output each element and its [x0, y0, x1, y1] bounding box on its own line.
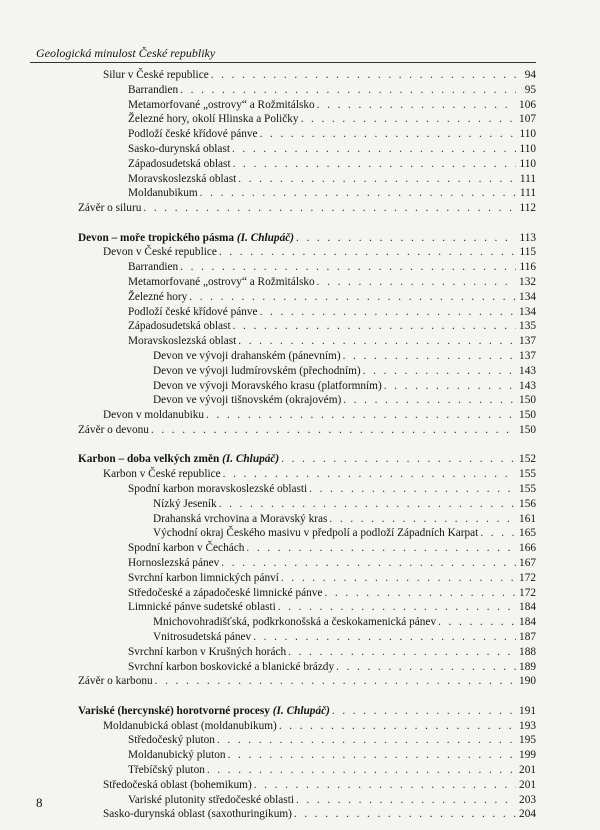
- toc-entry-title: Karbon – doba velkých změn (I. Chlupáč): [78, 453, 280, 466]
- toc-entry-page: 184: [519, 601, 536, 614]
- toc-entry-page: 115: [519, 246, 536, 259]
- toc-entry-page: 161: [519, 512, 536, 525]
- toc-entry-title: Karbon v České republice: [103, 468, 221, 481]
- toc-entry: [0, 172, 600, 187]
- toc-entry-title: Závěr o siluru: [78, 202, 142, 215]
- toc-entry-page: 143: [519, 364, 536, 377]
- toc-entry: [0, 157, 600, 172]
- dot-leader: [221, 556, 516, 571]
- dot-leader: [223, 467, 516, 482]
- dot-leader: [288, 645, 516, 660]
- toc-entry: [0, 748, 600, 763]
- toc-entry-page: 134: [519, 305, 536, 318]
- toc-entry-page: 193: [519, 719, 536, 732]
- toc-entry: [0, 245, 600, 260]
- toc-entry-title: Středočeský pluton: [128, 734, 215, 747]
- toc-entry: [0, 364, 600, 379]
- toc-entry-title: Svrchní karbon limnických pánví: [128, 571, 279, 584]
- toc-entry-page: 134: [519, 290, 536, 303]
- toc-entry-page: 110: [519, 128, 536, 141]
- dot-leader: [233, 157, 516, 172]
- toc-entry-title: Středočeské a západočeské limnické pánve: [128, 586, 323, 599]
- toc-entry-title: Středočeská oblast (bohemikum): [103, 778, 252, 791]
- toc-entry-page: 204: [519, 808, 536, 821]
- toc-entry: [0, 290, 600, 305]
- toc-entry: [0, 305, 600, 320]
- toc-entry-page: 106: [519, 98, 536, 111]
- toc-entry: [0, 112, 600, 127]
- toc-entry: [0, 319, 600, 334]
- toc-entry-page: 189: [519, 660, 536, 673]
- toc-entry-title: Devon ve vývoji Moravského krasu (platformním): [153, 379, 382, 392]
- dot-leader: [189, 290, 516, 305]
- toc-entry-page: 166: [519, 542, 536, 555]
- toc-entry-title: Svrchní karbon v Krušných horách: [128, 645, 287, 658]
- dot-leader: [296, 793, 516, 808]
- toc-entry-page: 172: [519, 571, 536, 584]
- toc-entry-title: Vnitrosudetská pánev: [153, 631, 252, 643]
- toc-entry-title: Podloží české křídové pánve: [128, 305, 258, 318]
- dot-leader: [384, 379, 516, 394]
- toc-entry: [0, 83, 600, 98]
- dot-leader: [336, 660, 516, 675]
- dot-leader: [317, 275, 516, 290]
- toc-entry-title: Sasko-durynská oblast: [128, 143, 230, 155]
- toc-entry-title: Západosudetská oblast: [128, 157, 231, 170]
- dot-leader: [180, 83, 516, 98]
- toc-entry-title: Moravskoslezská oblast: [128, 335, 237, 348]
- toc-entry-page: 201: [519, 764, 536, 776]
- toc-entry: [0, 541, 600, 556]
- toc-entry-page: 195: [519, 734, 536, 747]
- toc-entry-page: 150: [519, 424, 536, 436]
- toc-entry-title: Hornoslezská pánev: [128, 557, 220, 569]
- toc-entry: [0, 571, 600, 586]
- toc-entry-title: Závěr o karbonu: [78, 675, 153, 688]
- toc-entry-page: 135: [519, 320, 536, 333]
- toc-entry-page: 167: [519, 557, 536, 569]
- toc-entry-page: 156: [519, 497, 536, 510]
- toc-entry: [0, 556, 600, 571]
- dot-leader: [143, 201, 516, 216]
- toc-entry: [0, 452, 600, 467]
- running-header: Geologická minulost České republiky: [36, 46, 216, 60]
- toc-entry-title: Barrandien: [128, 83, 179, 96]
- dot-leader: [228, 748, 516, 763]
- toc-entry-title: Metamorfované „ostrovy“ a Rožmitálsko: [128, 98, 315, 111]
- toc-entry-page: 184: [519, 616, 536, 629]
- toc-entry-title: Třebíčský pluton: [128, 764, 205, 776]
- toc-entry-title: Devon – moře tropického pásma (I. Chlupáč): [78, 231, 295, 244]
- toc-entry-page: 116: [519, 261, 536, 274]
- toc-entry-title: Nízký Jeseník: [153, 497, 217, 510]
- toc-entry: [0, 423, 600, 438]
- toc-entry-title: Drahanská vrchovina a Moravský kras: [153, 512, 328, 525]
- dot-leader: [219, 497, 516, 512]
- dot-leader: [296, 231, 516, 246]
- toc-entry: [0, 763, 600, 778]
- toc-entry: [0, 807, 600, 822]
- page-number: 8: [36, 795, 43, 810]
- toc-entry-title: Závěr o devonu: [78, 424, 149, 436]
- toc-entry-page: 110: [519, 143, 536, 155]
- toc-entry-title: Barrandien: [128, 261, 179, 274]
- dot-leader: [200, 186, 516, 201]
- dot-leader: [332, 704, 516, 719]
- toc-entry: [0, 482, 600, 497]
- toc-entry-author: (I. Chlupáč): [272, 704, 330, 717]
- toc-entry: [0, 793, 600, 808]
- toc-entry-page: 137: [519, 350, 536, 362]
- toc-entry-title: Variské (hercynské) horotvorné procesy (I. Chlupáč): [78, 704, 330, 717]
- toc-entry-title: Devon ve vývoji drahanském (pánevním): [153, 350, 341, 362]
- toc-entry: [0, 674, 600, 689]
- dot-leader: [246, 541, 516, 556]
- toc-entry: [0, 334, 600, 349]
- toc-entry-title: Železné hory: [128, 290, 188, 303]
- toc-entry-page: 155: [519, 468, 536, 481]
- toc-entry-page: 110: [519, 157, 536, 170]
- dot-leader: [281, 452, 516, 467]
- toc-entry-page: 190: [519, 675, 536, 688]
- toc-entry-author: (I. Chlupáč): [222, 453, 280, 466]
- dot-leader: [155, 674, 516, 689]
- toc-entry: [0, 201, 600, 216]
- toc-entry-title: Moldanubický pluton: [128, 749, 226, 762]
- toc-entry-title: Devon ve vývoji ludmírovském (přechodním): [153, 364, 361, 377]
- toc-entry-page: 143: [519, 379, 536, 392]
- dot-leader: [279, 719, 516, 734]
- toc-entry: [0, 586, 600, 601]
- toc-entry: [0, 512, 600, 527]
- toc-entry: [0, 275, 600, 290]
- toc-entry-page: 191: [519, 704, 536, 717]
- toc-entry-page: 112: [519, 202, 536, 215]
- dot-leader: [278, 600, 516, 615]
- toc-entry-page: 132: [519, 276, 536, 288]
- toc-entry-page: 113: [519, 231, 536, 244]
- dot-leader: [363, 364, 516, 379]
- toc-entry: [0, 645, 600, 660]
- toc-entry-title: Moldanubická oblast (moldanubikum): [103, 719, 277, 732]
- toc-entry-page: 150: [519, 394, 536, 407]
- toc-entry-page: 150: [519, 409, 536, 422]
- dot-leader: [438, 615, 516, 630]
- toc-entry-title: Devon ve vývoji tišnovském (okrajovém): [153, 394, 342, 407]
- dot-leader: [480, 526, 516, 541]
- toc-entry-title: Silur v České republice: [103, 69, 209, 81]
- dot-leader: [329, 512, 516, 527]
- dot-leader: [211, 68, 516, 83]
- toc-entry-page: 203: [519, 793, 536, 806]
- toc-entry: [0, 68, 600, 83]
- toc-entry-title: Mnichovohradišťská, podkrkonošská a českokamenická pánev: [153, 616, 437, 629]
- toc-entry: [0, 393, 600, 408]
- toc-entry-page: 165: [519, 527, 536, 540]
- toc-entry-title: Variské plutonity středočeské oblasti: [128, 793, 294, 806]
- toc-entry-title: Spodní karbon moravskoslezské oblasti: [128, 483, 308, 495]
- toc-entry-page: 201: [519, 778, 536, 791]
- toc-entry-title: Východní okraj Českého masivu v předpolí a podloží Západních Karpat: [153, 527, 479, 540]
- toc-entry: [0, 600, 600, 615]
- toc-entry-page: 95: [524, 83, 536, 96]
- toc-entry-title: Sasko-durynská oblast (saxothuringikum): [103, 808, 292, 821]
- toc-entry: [0, 98, 600, 113]
- toc-entry-title: Svrchní karbon boskovické a blanické brázdy: [128, 660, 335, 673]
- toc-entry-title: Železné hory, okolí Hlinska a Poličky: [128, 113, 299, 126]
- toc-entry-page: 111: [519, 172, 536, 185]
- dot-leader: [343, 393, 516, 408]
- toc-entry: [0, 660, 600, 675]
- toc-entry: [0, 526, 600, 541]
- dot-leader: [232, 142, 516, 157]
- toc-entry-page: 137: [519, 335, 536, 348]
- toc-entry-page: 155: [519, 483, 536, 495]
- dot-leader: [281, 571, 516, 586]
- dot-leader: [233, 319, 516, 334]
- toc-entry-page: 111: [519, 187, 536, 200]
- dot-leader: [180, 260, 516, 275]
- header-rule: [30, 62, 536, 63]
- dot-leader: [301, 112, 516, 127]
- toc-entry-title: Moravskoslezská oblast: [128, 172, 237, 185]
- dot-leader: [343, 349, 516, 364]
- toc-entry-title: Devon v České republice: [103, 246, 217, 259]
- toc-entry: [0, 497, 600, 512]
- toc-entry: [0, 467, 600, 482]
- dot-leader: [238, 334, 516, 349]
- toc-entry: [0, 630, 600, 645]
- toc-entry-title: Západosudetská oblast: [128, 320, 231, 333]
- toc-entry: [0, 231, 600, 246]
- dot-leader: [207, 763, 516, 778]
- toc-entry: [0, 379, 600, 394]
- dot-leader: [254, 778, 516, 793]
- toc-entry-page: 94: [524, 69, 536, 81]
- toc-entry: [0, 615, 600, 630]
- toc-entry: [0, 704, 600, 719]
- toc-entry: [0, 733, 600, 748]
- toc-entry: [0, 186, 600, 201]
- dot-leader: [238, 172, 516, 187]
- toc-entry-page: 187: [519, 631, 536, 643]
- dot-leader: [151, 423, 516, 438]
- toc-entry: [0, 142, 600, 157]
- dot-leader: [260, 305, 516, 320]
- dot-leader: [317, 98, 516, 113]
- toc-entry-page: 152: [519, 453, 536, 466]
- toc-entry-page: 188: [519, 645, 536, 658]
- toc-entry: [0, 127, 600, 142]
- toc-entry-title: Devon v moldanubiku: [103, 409, 205, 422]
- toc-entry: [0, 349, 600, 364]
- toc-entry: [0, 719, 600, 734]
- toc-entry-page: 199: [519, 749, 536, 762]
- toc-entry-title: Moldanubikum: [128, 187, 198, 200]
- dot-leader: [253, 630, 516, 645]
- toc-entry-page: 172: [519, 586, 536, 599]
- toc-entry-page: 107: [519, 113, 536, 126]
- toc-entry-title: Limnické pánve sudetské oblasti: [128, 601, 276, 614]
- dot-leader: [260, 127, 516, 142]
- toc-entry-title: Podloží české křídové pánve: [128, 128, 258, 141]
- dot-leader: [219, 245, 516, 260]
- toc-entry: [0, 408, 600, 423]
- dot-leader: [324, 586, 516, 601]
- toc-entry-title: Metamorfované „ostrovy“ a Rožmitálsko: [128, 276, 315, 288]
- toc-entry-title: Spodní karbon v Čechách: [128, 542, 245, 555]
- toc-entry-author: (I. Chlupáč): [236, 231, 295, 244]
- toc-entry: [0, 260, 600, 275]
- toc-entry: [0, 778, 600, 793]
- dot-leader: [217, 733, 516, 748]
- dot-leader: [294, 807, 516, 822]
- dot-leader: [206, 408, 516, 423]
- dot-leader: [309, 482, 516, 497]
